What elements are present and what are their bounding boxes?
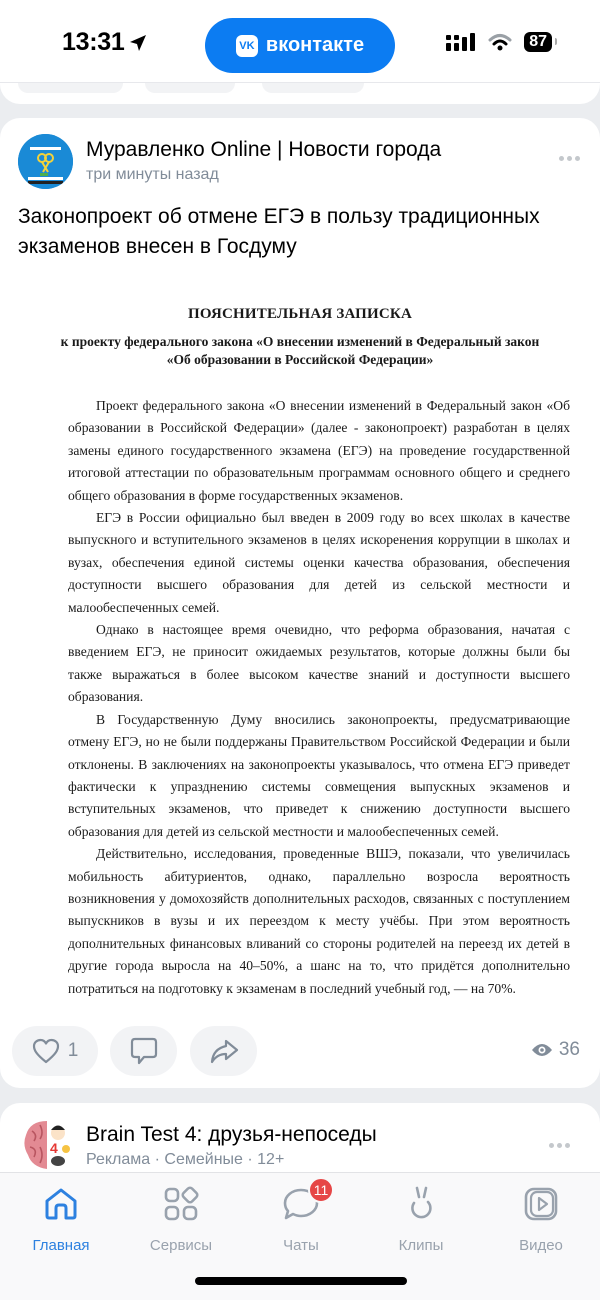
views-counter: [531, 1039, 580, 1061]
tab-label: Клипы: [398, 1237, 444, 1254]
dot-icon: [565, 1143, 570, 1148]
chats-unread-badge: 11: [308, 1177, 334, 1203]
tab-label: Видео: [519, 1237, 563, 1254]
dot-icon: [557, 1143, 562, 1148]
document-title: ПОЯСНИТЕЛЬНАЯ ЗАПИСКА: [187, 306, 413, 322]
brain-game-logo-icon: [20, 1117, 74, 1171]
clock-time: 13:31: [62, 28, 125, 56]
document-paragraph: Однако в настоящее время очевидно, что реформа образования, начатая с введением ЕГЭ, не приносит ожидаемых результатов, которые должны были бы также выражаться в более высоком качестве знаний и доступности высшего образования.: [68, 622, 570, 705]
vk-app-label: вконтакте: [265, 34, 365, 56]
ad-more-options-button[interactable]: [549, 1143, 570, 1148]
status-indicators: [446, 32, 552, 52]
document-body: [68, 395, 570, 1000]
comment-icon: [130, 1036, 158, 1066]
ad-title[interactable]: Brain Test 4: друзья-непоседы: [86, 1123, 377, 1146]
prev-action-pill: [18, 83, 123, 93]
views-count: 36: [558, 1039, 580, 1060]
document-paragraph: Действительно, исследования, проведенные ВШЭ, показали, что увеличилась мобильность абитуриентов, однако, параллельно возросла вероятность возникновения у домохозяйств дополнительных расходов, связанных с поступлением выпускников в вузы и их переездом к месту учёбы. При этом вероятность дополнительных финансовых вливаний со стороны родителей на переезд их детей в другие города выросла на 40–50%, а шанс на то, что придётся дополнительно потратиться на подготовку к экзаменам в последний учебный год, — на 70%.: [68, 846, 570, 996]
svg-text:4: 4: [50, 1140, 58, 1156]
document-paragraph: Проект федерального закона «О внесении изменений в Федеральный закон «Об образовании в Российской Федерации» (далее - законопроект) разработан в целях замены единого государственного экзамена (ЕГЭ) на проведение государственной итоговой аттестации по образовательным программам основного общего и среднего общего образования в форме государственных экзаменов.: [68, 398, 570, 503]
video-icon: [523, 1186, 559, 1222]
tab-clips[interactable]: [371, 1183, 471, 1254]
prev-action-pill: [262, 83, 364, 93]
ad-meta: Реклама · Семейные · 12+: [86, 1151, 285, 1168]
tab-label: Сервисы: [149, 1237, 213, 1254]
post-card: [0, 118, 600, 1088]
post-actions: [12, 1026, 580, 1076]
dot-icon: [575, 156, 580, 161]
community-avatar[interactable]: [18, 134, 73, 189]
document-subtitle: к проекту федерального закона «О внесении изменений в Федеральный закон «Об образовании в Российской Федерации»: [60, 334, 540, 367]
location-arrow-icon: [128, 33, 148, 53]
share-button[interactable]: [190, 1026, 257, 1076]
post-text: Законопроект об отмене ЕГЭ в пользу традиционных экзаменов внесен в Госдуму: [18, 205, 540, 258]
tab-home[interactable]: [11, 1183, 111, 1254]
dot-icon: [559, 156, 564, 161]
home-indicator[interactable]: [195, 1277, 407, 1285]
post-timestamp: три минуты назад: [86, 166, 219, 183]
city-emblem-icon: [18, 134, 73, 189]
eye-icon: [531, 1042, 553, 1058]
battery-indicator: 87: [524, 32, 552, 52]
home-icon: [43, 1186, 79, 1222]
document-paragraph: ЕГЭ в России официально был введен в 2009 году во всех школах в качестве выпускного и вступительного экзаменов в целях искоренения коррупции в школах и вузах, обеспечения единой системы оценки качества образования, обеспечения доступности высшего образования для детей из сельской местности и малообеспеченных семей.: [68, 510, 570, 615]
services-icon: [163, 1186, 199, 1222]
share-icon: [209, 1038, 239, 1064]
wifi-icon: [488, 33, 512, 51]
clips-icon: [405, 1185, 437, 1223]
vk-logo-icon: VK: [236, 35, 258, 57]
tab-chats[interactable]: [251, 1183, 351, 1254]
heart-icon: [32, 1038, 60, 1064]
cellular-signal-icon: [446, 33, 476, 51]
tab-video[interactable]: [491, 1183, 591, 1254]
post-header: [18, 134, 582, 190]
like-button[interactable]: [12, 1026, 98, 1076]
tab-label: Главная: [32, 1237, 90, 1254]
tab-services[interactable]: [131, 1183, 231, 1254]
previous-post-remnant: [0, 82, 600, 104]
like-count: 1: [67, 1040, 79, 1061]
status-bar: [0, 0, 600, 82]
clock: [62, 28, 148, 57]
post-image-document[interactable]: [0, 290, 600, 1010]
more-options-button[interactable]: [559, 156, 580, 161]
dot-icon: [549, 1143, 554, 1148]
ad-avatar[interactable]: [20, 1117, 74, 1171]
dot-icon: [567, 156, 572, 161]
comment-button[interactable]: [110, 1026, 177, 1076]
document-paragraph: В Государственную Думу вносились законопроекты, предусматривающие отмену ЕГЭ, но не были поддержаны Правительством Российской Федерации и были отклонены. В заключениях на законопроекты указывалось, что отмена ЕГЭ приведет фактически к упразднению системы совмещения выпускных экзаменов и вступительных экзаменов, что приведет к снижению доступности высшего образования для детей из сельской местности и малообеспеченных семей.: [68, 711, 570, 839]
tab-label: Чаты: [283, 1237, 319, 1254]
prev-action-pill: [145, 83, 235, 93]
vk-app-pill[interactable]: [205, 18, 395, 73]
post-author[interactable]: Муравленко Online | Новости города: [86, 138, 442, 161]
